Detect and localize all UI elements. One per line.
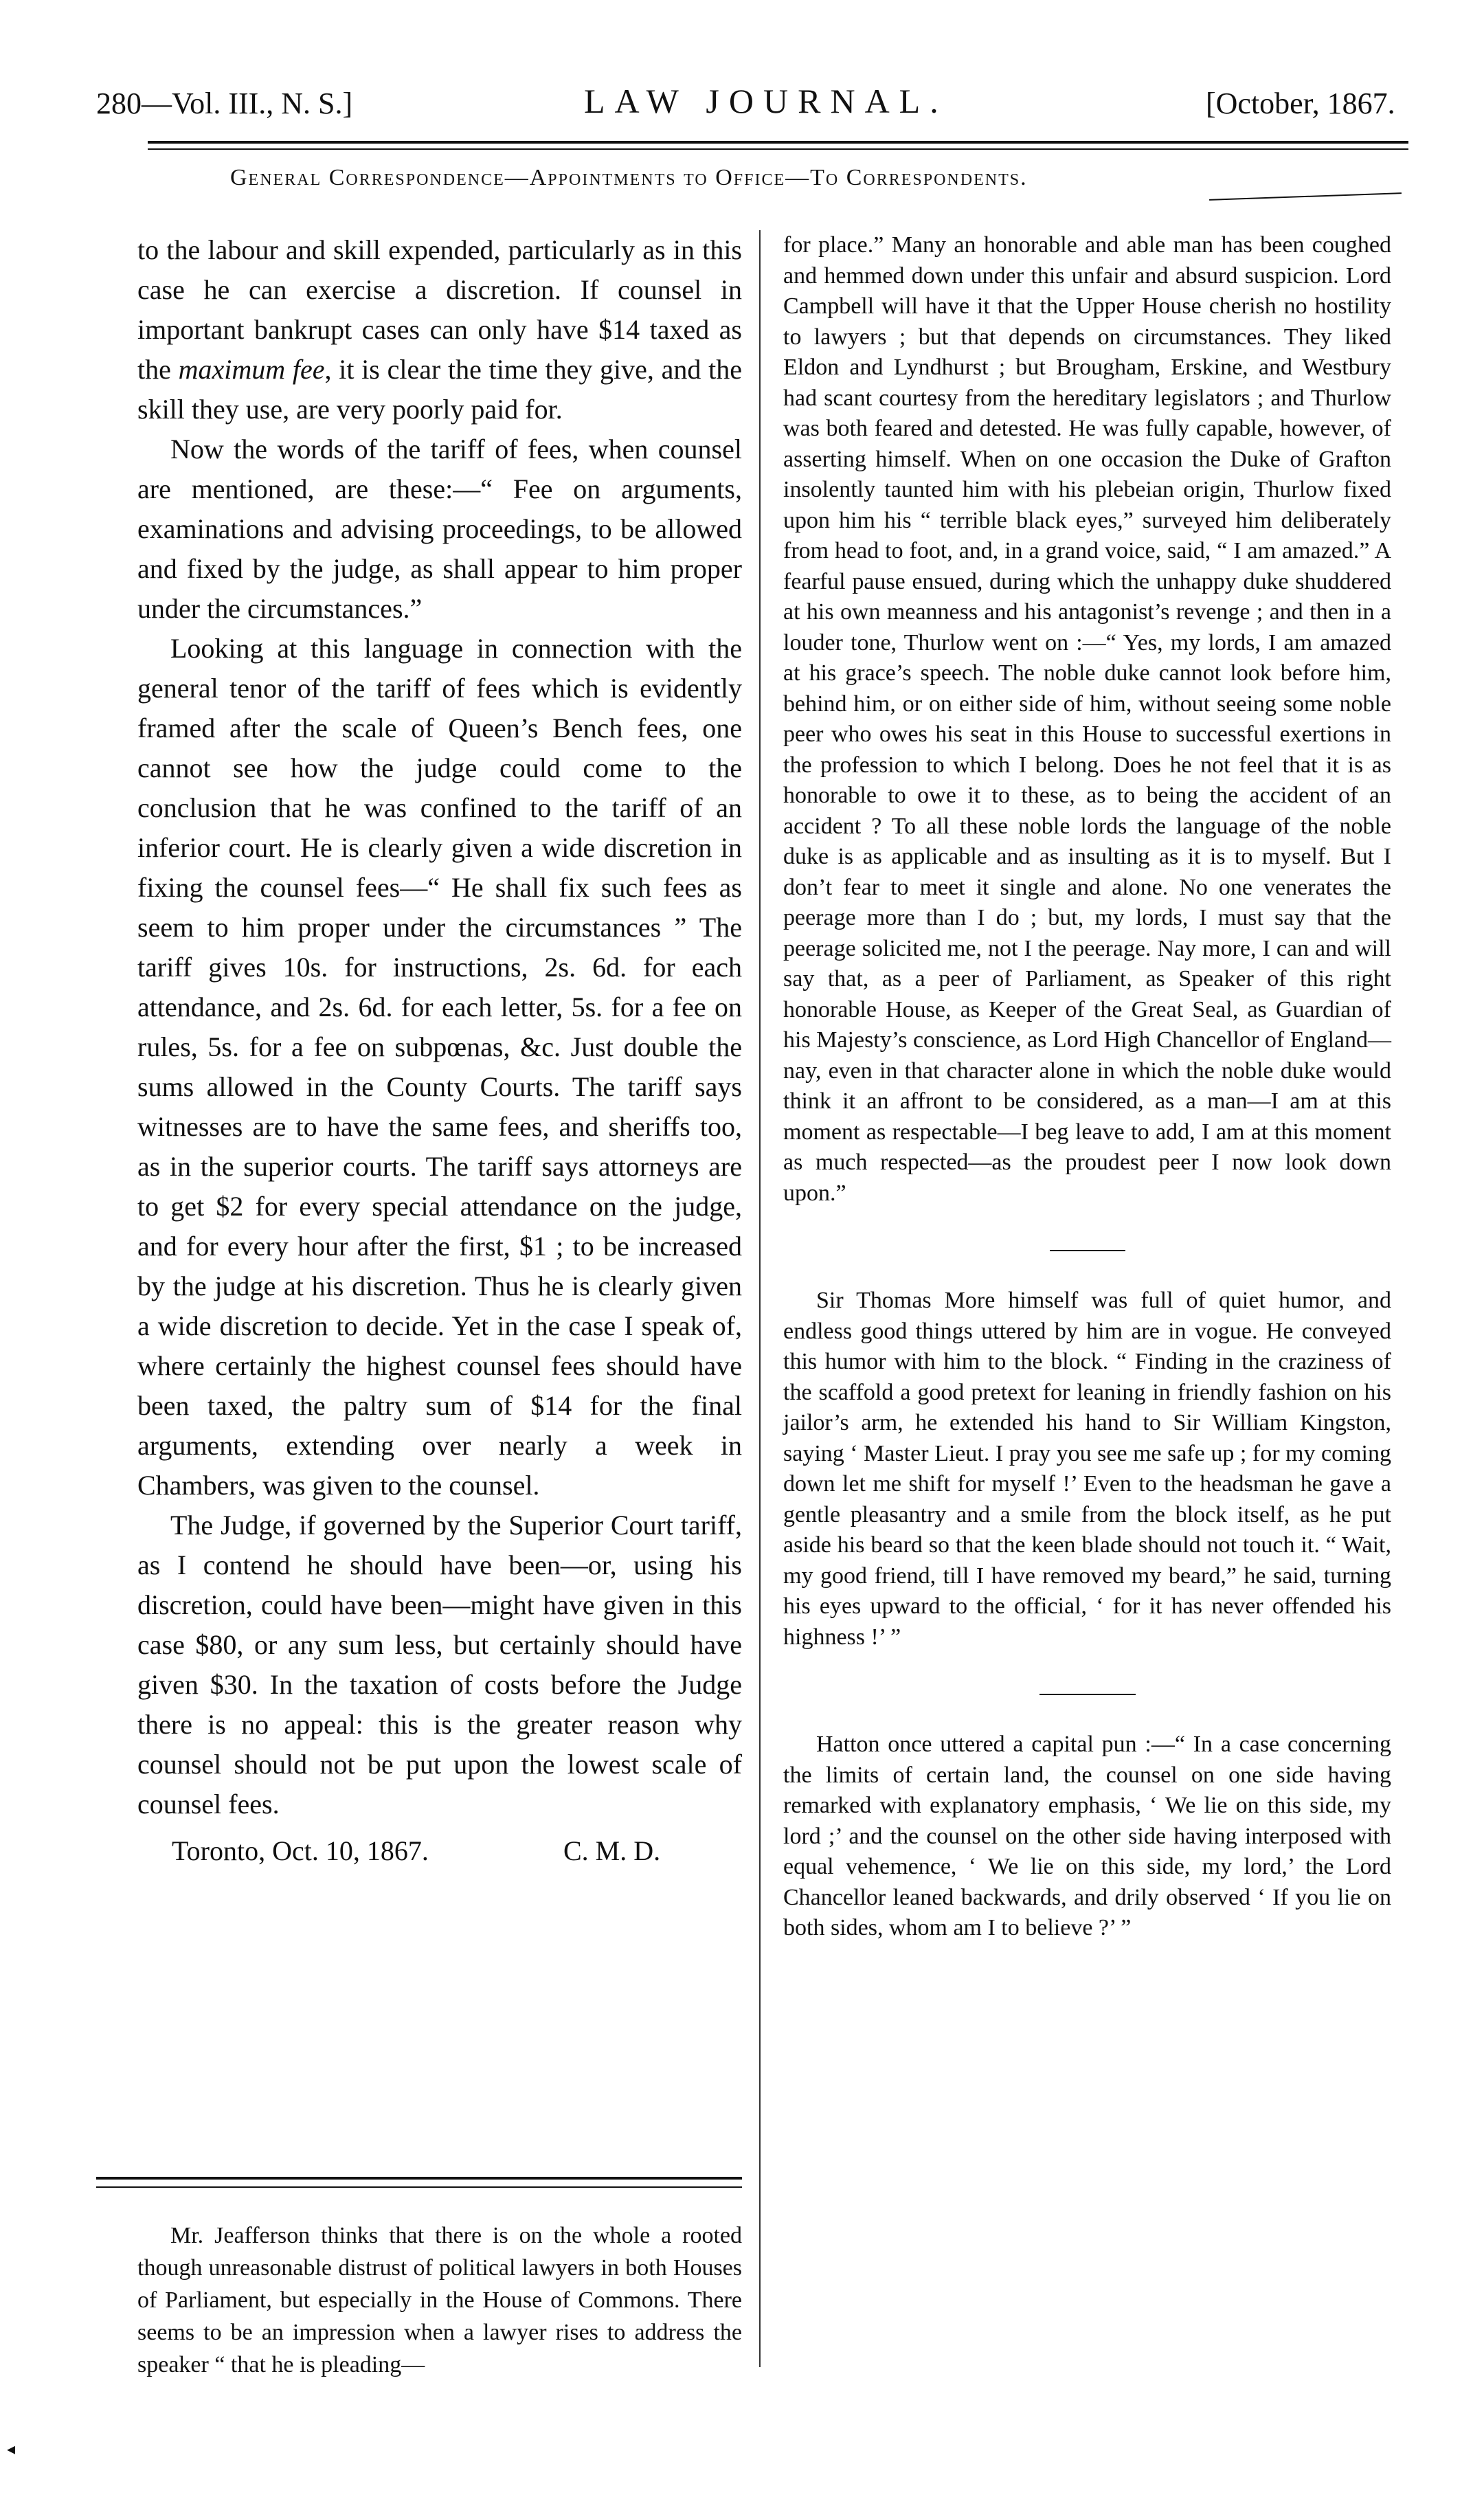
subheader-rule [1209,192,1402,201]
margin-mark: ◂ [7,2441,16,2459]
page-number-volume: 280—Vol. III., N. S.] [96,87,353,120]
letter-paragraph-1-text-b: , it is clear the time they give, and the skill they use, are very poorly paid for. [137,354,743,425]
issue-date: [October, 1867. [1206,87,1395,120]
section-rule-thin [96,2186,742,2188]
appointments-note: Mr. Jeafferson thinks that there is on the whole a rooted though unreasonable distrust of political lawyers in both Houses of Parliament, but especially in the House of Commons. There seems to be an impression when a lawyer rises to address the speaker “ that he is pleading— [137,2223,742,2377]
header-rule-thin [148,148,1408,150]
letter-paragraph-1-text-a: to the labour and skill expended, particularly as in this case he can exercise a discretion. If counsel in important bankrupt cases can only have $14 taxed as the [137,234,742,385]
thomas-more-anecdote: Sir Thomas More himself was full of quiet humor, and endless good things uttered by him are in vogue. He conveyed this humor with him to the block. “ Finding in the craziness of the scaffold a good pretext for leaning in friendly fashion on his jailor’s arm, he extended his hand to Sir William Kingston, saying ‘ Master Lieut. I pray you see me safe up ; for my coming down let me shift for myself !’ Even to the headsman he gave a gentle pleasantry and a smile from the block itself, as he put aside his beard so that the keen blade should not touch it. “ Wait, my good friend, till I have removed my beard,” he said, turning his eyes upward to the official, ‘ for it has never offended his highness !’ ” [783,1288,1391,1650]
left-column [137,230,742,1879]
signature-place-date: Toronto, Oct. 10, 1867. [172,1835,429,1866]
section-headings: General Correspondence—Appointments to Office—To Correspondents. [230,165,1028,190]
letter-signature [137,1831,742,1879]
letter-paragraph-3: Looking at this language in connection with the general tenor of the tariff of fees which is evidently framed after the scale of Queen’s Bench fees, one cannot see how the judge could come to the conclusion that he was confined to the tariff of an inferior court. He is clearly given a wide discretion in fixing the counsel fees—“ He shall fix such fees as seem to him proper under the circumstances ” The tariff gives 10s. for instructions, 2s. 6d. for each attendance, and 2s. 6d. for each letter, 5s. for a fee on rules, 5s. for a fee on subpœnas, &c. Just double the sums allowed in the County Courts. The tariff says witnesses are to have the same fees, and sheriffs too, as in the superior courts. The tariff says attorneys are to get $2 for every special attendance on the judge, and for every hour after the first, $1 ; to be increased by the judge at his discretion. Thus he is clearly given a wide discretion to decide. Yet in the case I speak of, where certainly the highest counsel fees should have been taxed, the paltry sum of $14 for the final arguments, extending over nearly a week in Chambers, was given to the counsel. [137,633,742,1501]
header-rule-thick [148,141,1408,144]
separator-rule-2 [1039,1694,1136,1695]
letter-paragraph-4: The Judge, if governed by the Superior Court tariff, as I contend he should have been—or, using his discretion, could have been—might have given in this case $80, or any sum less, but certainly should have given $30. In the taxation of costs before the Judge there is no appeal: this is the greater reason why counsel should not be put upon the lowest scale of counsel fees. [137,1510,742,1820]
emphasis-maximum-fee: maximum fee [178,354,325,385]
letter-paragraph-2: Now the words of the tariff of fees, when counsel are mentioned, are these:—“ Fee on arguments, examinations and advising proceedings, to be allowed and fixed by the judge, as shall appear to him proper under the circumstances.” [137,434,742,624]
journal-title: LAW JOURNAL. [584,82,948,120]
right-column [783,230,1391,1944]
separator-rule-1 [1050,1250,1125,1251]
thurlow-anecdote: for place.” Many an honorable and able man has been coughed and hemmed down under this unfair and absurd suspicion. Lord Campbell will have it that the Upper House cherish no hostility to lawyers ; but that depends on circumstances. They liked Eldon and Lyndhurst ; but Brougham, Erskine, and Westbury had scant courtesy from the hereditary legislators ; and Thurlow was both feared and detested. He was fully capable, however, of asserting himself. When on one occasion the Duke of Grafton insolently taunted him with his plebeian origin, Thurlow fixed upon him his “ terrible black eyes,” surveyed him deliberately from head to foot, and, in a grand voice, said, “ I am amazed.” A fearful pause ensued, during which the unhappy duke shuddered at his own meanness and his antagonist’s revenge ; and then in a louder tone, Thurlow went on :—“ Yes, my lords, I am amazed at his grace’s speech. The noble duke cannot look before him, behind him, or on either side of him, without seeing some noble peer who owes his seat in this House to successful exertions in the profession to which I belong. Does he not feel that it is as honorable to owe it to these, as to being the accident of an accident ? To all these noble lords the language of the noble duke is as applicable and as insulting as it is to myself. But I don’t fear to meet it single and alone. No one venerates the peerage more than I do ; but, my lords, I must say that the peerage solicited me, not I the peerage. Nay more, I can and will say that, as a peer of Parliament, as Speaker of this right honorable House, as Keeper of the Great Seal, as Guardian of his Majesty’s conscience, as Lord High Chancellor of England—nay, even in that character alone in which the noble duke would think it an affront to be considered, as a man—I am at this moment as respectable—I beg leave to add, I am at this moment as much respected—as the proudest peer I now look down upon.” [783,232,1391,1206]
section-rule-thick [96,2177,742,2180]
hatton-anecdote: Hatton once uttered a capital pun :—“ In a case concerning the limits of certain land, the counsel on one side having remarked with explanatory emphasis, ‘ We lie on this side, my lord ;’ and the counsel on the other side having interposed with equal vehemence, ‘ We lie on this side, my lord,’ the Lord Chancellor leaned backwards, and drily observed ‘ If you lie on both sides, whom am I to believe ?’ ” [783,1732,1391,1940]
signature-initials: C. M. D. [563,1835,661,1866]
column-divider [759,230,761,2367]
letter-paragraph-1 [137,230,742,429]
